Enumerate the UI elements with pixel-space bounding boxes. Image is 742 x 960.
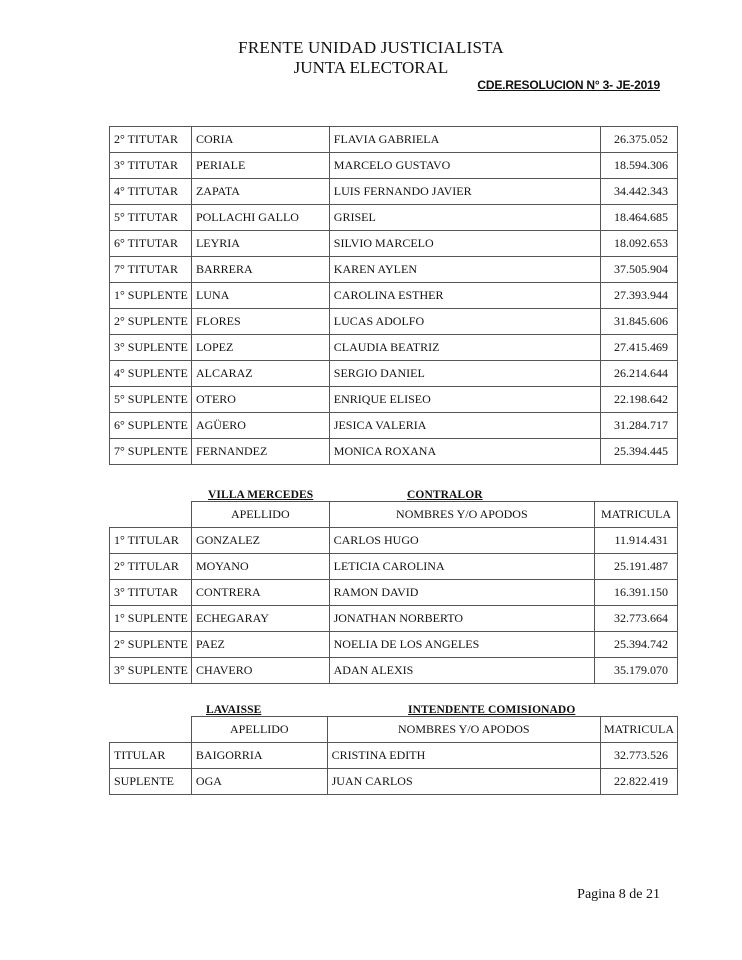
cell-apellido: MOYANO <box>191 554 329 580</box>
cell-cargo: 1° TITULAR <box>110 528 192 554</box>
cell-matricula: 25.394.445 <box>601 439 678 465</box>
table-row <box>110 335 678 361</box>
cell-cargo: 1° SUPLENTE <box>110 606 192 632</box>
cell-cargo: 2° TITULAR <box>110 554 192 580</box>
table-row <box>110 153 678 179</box>
cell-matricula: 32.773.664 <box>595 606 678 632</box>
cell-matricula: 22.198.642 <box>601 387 678 413</box>
cell-apellido: CHAVERO <box>191 658 329 684</box>
document-header <box>0 38 742 78</box>
table-row <box>110 580 678 606</box>
cell-matricula: 31.284.717 <box>601 413 678 439</box>
cell-nombres: CRISTINA EDITH <box>327 743 600 769</box>
cell-cargo: 5° SUPLENTE <box>110 387 192 413</box>
cell-apellido: BAIGORRIA <box>191 743 327 769</box>
cell-apellido: ALCARAZ <box>191 361 329 387</box>
table-row <box>110 606 678 632</box>
cell-nombres: SILVIO MARCELO <box>329 231 600 257</box>
cell-apellido: CORIA <box>191 127 329 153</box>
section-role-intendente: INTENDENTE COMISIONADO <box>408 704 576 716</box>
cell-apellido: GONZALEZ <box>191 528 329 554</box>
cell-matricula: 18.464.685 <box>601 205 678 231</box>
table-row <box>110 283 678 309</box>
table-row <box>110 387 678 413</box>
page-number: Pagina 8 de 21 <box>577 887 660 902</box>
cell-apellido: CONTRERA <box>191 580 329 606</box>
cell-nombres: GRISEL <box>329 205 600 231</box>
table-header-row <box>110 717 678 743</box>
cell-nombres: FLAVIA GABRIELA <box>329 127 600 153</box>
cell-apellido: ECHEGARAY <box>191 606 329 632</box>
cell-matricula: 22.822.419 <box>601 769 678 795</box>
cell-nombres: LETICIA CAROLINA <box>329 554 594 580</box>
cell-matricula: 26.375.052 <box>601 127 678 153</box>
cell-matricula: 18.594.306 <box>601 153 678 179</box>
cell-matricula: 18.092.653 <box>601 231 678 257</box>
section-role-contralor: CONTRALOR <box>407 489 483 501</box>
cell-apellido: POLLACHI GALLO <box>191 205 329 231</box>
cell-matricula: 16.391.150 <box>595 580 678 606</box>
table-row <box>110 743 678 769</box>
cell-nombres: CARLOS HUGO <box>329 528 594 554</box>
cell-nombres: CLAUDIA BEATRIZ <box>329 335 600 361</box>
cell-cargo: 1° SUPLENTE <box>110 283 192 309</box>
cell-apellido: OTERO <box>191 387 329 413</box>
cell-nombres: ENRIQUE ELISEO <box>329 387 600 413</box>
cell-matricula: 34.442.343 <box>601 179 678 205</box>
cell-nombres: LUIS FERNANDO JAVIER <box>329 179 600 205</box>
cell-matricula: 25.394.742 <box>595 632 678 658</box>
cell-matricula: 25.191.487 <box>595 554 678 580</box>
cell-apellido: OGA <box>191 769 327 795</box>
empty-header-cell <box>110 502 192 528</box>
cell-apellido: FERNANDEZ <box>191 439 329 465</box>
candidates-table-lavaisse <box>109 716 678 795</box>
cell-nombres: SERGIO DANIEL <box>329 361 600 387</box>
cell-cargo: 2° SUPLENTE <box>110 309 192 335</box>
cell-apellido: BARRERA <box>191 257 329 283</box>
table-row <box>110 361 678 387</box>
header-nombres: NOMBRES Y/O APODOS <box>327 717 600 743</box>
table-row <box>110 413 678 439</box>
section-place-villa-mercedes: VILLA MERCEDES <box>208 489 314 501</box>
candidates-table-villa-mercedes <box>109 501 678 684</box>
cell-matricula: 11.914.431 <box>595 528 678 554</box>
candidates-table-1 <box>109 126 678 465</box>
cell-cargo: 7° SUPLENTE <box>110 439 192 465</box>
table-row <box>110 127 678 153</box>
cell-nombres: LUCAS ADOLFO <box>329 309 600 335</box>
cell-matricula: 27.415.469 <box>601 335 678 361</box>
board-title: JUNTA ELECTORAL <box>293 58 449 77</box>
cell-apellido: LEYRIA <box>191 231 329 257</box>
cell-nombres: RAMON DAVID <box>329 580 594 606</box>
table-row <box>110 309 678 335</box>
cell-nombres: CAROLINA ESTHER <box>329 283 600 309</box>
cell-cargo: 6° TITUTAR <box>110 231 192 257</box>
cell-apellido: PERIALE <box>191 153 329 179</box>
cell-cargo: TITULAR <box>110 743 192 769</box>
cell-cargo: 4° TITUTAR <box>110 179 192 205</box>
organization-title: FRENTE UNIDAD JUSTICIALISTA <box>238 38 504 57</box>
cell-cargo: 2° SUPLENTE <box>110 632 192 658</box>
cell-cargo: 3° SUPLENTE <box>110 335 192 361</box>
cell-nombres: KAREN AYLEN <box>329 257 600 283</box>
cell-cargo: 5° TITUTAR <box>110 205 192 231</box>
empty-header-cell <box>110 717 192 743</box>
cell-nombres: MARCELO GUSTAVO <box>329 153 600 179</box>
cell-matricula: 31.845.606 <box>601 309 678 335</box>
table-row <box>110 205 678 231</box>
cell-nombres: JESICA VALERIA <box>329 413 600 439</box>
cell-matricula: 35.179.070 <box>595 658 678 684</box>
cell-cargo: SUPLENTE <box>110 769 192 795</box>
cell-matricula: 27.393.944 <box>601 283 678 309</box>
cell-cargo: 7° TITUTAR <box>110 257 192 283</box>
cell-cargo: 3° TITUTAR <box>110 153 192 179</box>
table-row <box>110 257 678 283</box>
header-apellido: APELLIDO <box>191 717 327 743</box>
resolution-reference: CDE.RESOLUCION N° 3- JE-2019 <box>477 78 660 92</box>
cell-nombres: NOELIA DE LOS ANGELES <box>329 632 594 658</box>
table-row <box>110 179 678 205</box>
cell-cargo: 3° SUPLENTE <box>110 658 192 684</box>
header-matricula: MATRICULA <box>595 502 678 528</box>
cell-nombres: JONATHAN NORBERTO <box>329 606 594 632</box>
cell-apellido: LUNA <box>191 283 329 309</box>
cell-nombres: ADAN ALEXIS <box>329 658 594 684</box>
cell-cargo: 3° TITUTAR <box>110 580 192 606</box>
cell-apellido: AGÜERO <box>191 413 329 439</box>
section-place-lavaisse: LAVAISSE <box>206 704 262 716</box>
cell-apellido: FLORES <box>191 309 329 335</box>
header-nombres: NOMBRES Y/O APODOS <box>329 502 594 528</box>
cell-apellido: PAEZ <box>191 632 329 658</box>
cell-nombres: MONICA ROXANA <box>329 439 600 465</box>
cell-cargo: 6° SUPLENTE <box>110 413 192 439</box>
header-matricula: MATRICULA <box>601 717 678 743</box>
cell-matricula: 32.773.526 <box>601 743 678 769</box>
cell-cargo: 2° TITUTAR <box>110 127 192 153</box>
cell-apellido: LOPEZ <box>191 335 329 361</box>
cell-matricula: 37.505.904 <box>601 257 678 283</box>
header-apellido: APELLIDO <box>191 502 329 528</box>
cell-nombres: JUAN CARLOS <box>327 769 600 795</box>
cell-cargo: 4° SUPLENTE <box>110 361 192 387</box>
table-row <box>110 528 678 554</box>
cell-apellido: ZAPATA <box>191 179 329 205</box>
table-row <box>110 769 678 795</box>
table-row <box>110 658 678 684</box>
table-header-row <box>110 502 678 528</box>
cell-matricula: 26.214.644 <box>601 361 678 387</box>
table-row <box>110 632 678 658</box>
table-row <box>110 439 678 465</box>
table-row <box>110 554 678 580</box>
table-row <box>110 231 678 257</box>
